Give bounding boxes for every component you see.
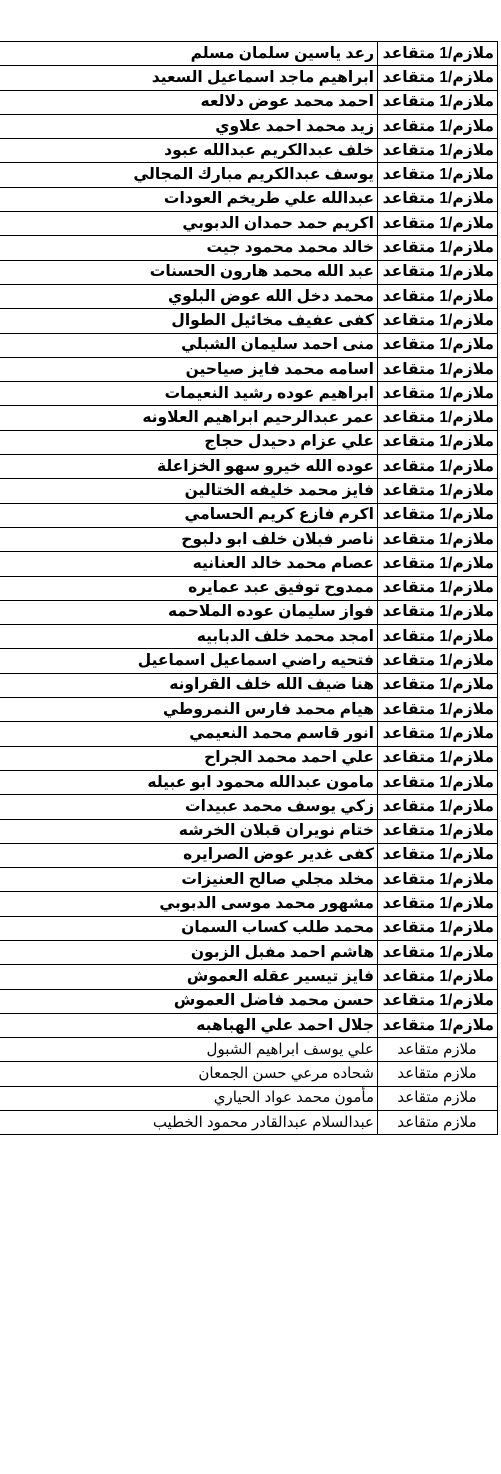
name-cell: ممدوح توفيق عبد عمايره xyxy=(0,576,378,600)
table-row xyxy=(0,236,498,260)
table-row xyxy=(0,965,498,989)
table-row xyxy=(0,527,498,551)
table-row xyxy=(0,1086,498,1110)
rank-cell: ملازم/1 متقاعد xyxy=(378,576,498,600)
rank-cell: ملازم/1 متقاعد xyxy=(378,163,498,187)
rank-cell: ملازم/1 متقاعد xyxy=(378,892,498,916)
table-row xyxy=(0,819,498,843)
table-row xyxy=(0,698,498,722)
rank-cell: ملازم/1 متقاعد xyxy=(378,236,498,260)
name-cell: علي احمد محمد الجراح xyxy=(0,746,378,770)
table-row xyxy=(0,746,498,770)
name-cell: هنا ضيف الله خلف القراونه xyxy=(0,673,378,697)
name-cell: يوسف عبدالكريم مبارك المجالي xyxy=(0,163,378,187)
rank-cell: ملازم/1 متقاعد xyxy=(378,868,498,892)
name-cell: فتحيه راضي اسماعيل اسماعيل xyxy=(0,649,378,673)
rank-cell: ملازم/1 متقاعد xyxy=(378,309,498,333)
table-row xyxy=(0,284,498,308)
table-row xyxy=(0,90,498,114)
table-row xyxy=(0,212,498,236)
table-row xyxy=(0,382,498,406)
roster-sheet xyxy=(0,41,498,1135)
name-cell: اسامه محمد فايز صياحين xyxy=(0,357,378,381)
name-cell: منى احمد سليمان الشبلي xyxy=(0,333,378,357)
name-cell: ابراهيم عوده رشيد النعيمات xyxy=(0,382,378,406)
rank-cell: ملازم/1 متقاعد xyxy=(378,746,498,770)
name-cell: هيام محمد فارس النمروطي xyxy=(0,698,378,722)
rank-cell: ملازم/1 متقاعد xyxy=(378,139,498,163)
rank-cell: ملازم/1 متقاعد xyxy=(378,770,498,794)
rank-cell: ملازم/1 متقاعد xyxy=(378,42,498,66)
table-row xyxy=(0,1111,498,1135)
name-cell: عبدالسلام عبدالقادر محمود الخطيب xyxy=(0,1111,378,1135)
rank-cell: ملازم/1 متقاعد xyxy=(378,843,498,867)
table-row xyxy=(0,1013,498,1037)
table-row xyxy=(0,260,498,284)
rank-cell: ملازم/1 متقاعد xyxy=(378,455,498,479)
name-cell: مخلد مجلي صالح العنيزات xyxy=(0,868,378,892)
rank-cell: ملازم/1 متقاعد xyxy=(378,819,498,843)
table-row xyxy=(0,940,498,964)
name-cell: محمد دخل الله عوض البلوي xyxy=(0,284,378,308)
table-row xyxy=(0,114,498,138)
name-cell: اكرم فازع كريم الحسامي xyxy=(0,503,378,527)
roster-table xyxy=(0,41,498,1135)
table-row xyxy=(0,673,498,697)
name-cell: مامون عبدالله محمود ابو عبيله xyxy=(0,770,378,794)
rank-cell: ملازم/1 متقاعد xyxy=(378,1013,498,1037)
table-row xyxy=(0,430,498,454)
rank-cell: ملازم/1 متقاعد xyxy=(378,333,498,357)
rank-cell: ملازم/1 متقاعد xyxy=(378,965,498,989)
rank-cell: ملازم/1 متقاعد xyxy=(378,114,498,138)
table-row xyxy=(0,770,498,794)
table-row xyxy=(0,479,498,503)
table-row xyxy=(0,187,498,211)
name-cell: خالد محمد محمود جيت xyxy=(0,236,378,260)
name-cell: زيد محمد احمد علاوي xyxy=(0,114,378,138)
table-row xyxy=(0,503,498,527)
rank-cell: ملازم/1 متقاعد xyxy=(378,479,498,503)
table-row xyxy=(0,722,498,746)
rank-cell: ملازم/1 متقاعد xyxy=(378,357,498,381)
rank-cell: ملازم متقاعد xyxy=(378,1086,498,1110)
name-cell: مشهور محمد موسى الدبوبي xyxy=(0,892,378,916)
name-cell: امجد محمد خلف الدبابيه xyxy=(0,625,378,649)
rank-cell: ملازم/1 متقاعد xyxy=(378,66,498,90)
rank-cell: ملازم/1 متقاعد xyxy=(378,212,498,236)
rank-cell: ملازم متقاعد xyxy=(378,1062,498,1086)
name-cell: خلف عبدالكريم عبدالله عبود xyxy=(0,139,378,163)
table-row xyxy=(0,1062,498,1086)
rank-cell: ملازم متقاعد xyxy=(378,1111,498,1135)
rank-cell: ملازم/1 متقاعد xyxy=(378,430,498,454)
table-row xyxy=(0,357,498,381)
rank-cell: ملازم/1 متقاعد xyxy=(378,90,498,114)
table-row xyxy=(0,552,498,576)
rank-cell: ملازم/1 متقاعد xyxy=(378,503,498,527)
table-row xyxy=(0,163,498,187)
name-cell: هاشم احمد مفبل الزبون xyxy=(0,940,378,964)
roster-body xyxy=(0,42,498,1135)
table-row xyxy=(0,892,498,916)
rank-cell: ملازم/1 متقاعد xyxy=(378,940,498,964)
name-cell: انور قاسم محمد النعيمي xyxy=(0,722,378,746)
name-cell: زكي يوسف محمد عبيدات xyxy=(0,795,378,819)
table-row xyxy=(0,333,498,357)
name-cell: عبد الله محمد هارون الحسنات xyxy=(0,260,378,284)
table-row xyxy=(0,649,498,673)
name-cell: علي عزام دحيدل حجاج xyxy=(0,430,378,454)
rank-cell: ملازم/1 متقاعد xyxy=(378,284,498,308)
name-cell: مأمون محمد عواد الحياري xyxy=(0,1086,378,1110)
rank-cell: ملازم/1 متقاعد xyxy=(378,916,498,940)
rank-cell: ملازم/1 متقاعد xyxy=(378,260,498,284)
rank-cell: ملازم/1 متقاعد xyxy=(378,989,498,1013)
table-row xyxy=(0,843,498,867)
name-cell: عبدالله علي طريخم العودات xyxy=(0,187,378,211)
rank-cell: ملازم/1 متقاعد xyxy=(378,649,498,673)
rank-cell: ملازم/1 متقاعد xyxy=(378,600,498,624)
rank-cell: ملازم/1 متقاعد xyxy=(378,527,498,551)
rank-cell: ملازم/1 متقاعد xyxy=(378,698,498,722)
name-cell: فايز تيسير عقله العموش xyxy=(0,965,378,989)
table-row xyxy=(0,1038,498,1062)
table-row xyxy=(0,406,498,430)
name-cell: احمد محمد عوض دلالعه xyxy=(0,90,378,114)
table-row xyxy=(0,66,498,90)
rank-cell: ملازم/1 متقاعد xyxy=(378,625,498,649)
rank-cell: ملازم/1 متقاعد xyxy=(378,795,498,819)
name-cell: عصام محمد خالد العنانيه xyxy=(0,552,378,576)
rank-cell: ملازم/1 متقاعد xyxy=(378,673,498,697)
table-row xyxy=(0,600,498,624)
name-cell: عمر عبدالرحيم ابراهيم العلاونه xyxy=(0,406,378,430)
table-row xyxy=(0,625,498,649)
table-row xyxy=(0,576,498,600)
table-row xyxy=(0,139,498,163)
name-cell: حسن محمد فاضل العموش xyxy=(0,989,378,1013)
name-cell: محمد طلب كساب السمان xyxy=(0,916,378,940)
name-cell: فواز سليمان عوده الملاحمه xyxy=(0,600,378,624)
name-cell: ختام نويران قبلان الخرشه xyxy=(0,819,378,843)
name-cell: علي يوسف ابراهيم الشبول xyxy=(0,1038,378,1062)
rank-cell: ملازم/1 متقاعد xyxy=(378,552,498,576)
rank-cell: ملازم/1 متقاعد xyxy=(378,406,498,430)
name-cell: ناصر فبلان خلف ابو دلبوح xyxy=(0,527,378,551)
table-row xyxy=(0,989,498,1013)
name-cell: كفى غدير عوض الصرايره xyxy=(0,843,378,867)
name-cell: رعد ياسين سلمان مسلم xyxy=(0,42,378,66)
table-row xyxy=(0,309,498,333)
name-cell: عوده الله خيرو سهو الخزاعلة xyxy=(0,455,378,479)
rank-cell: ملازم/1 متقاعد xyxy=(378,382,498,406)
rank-cell: ملازم/1 متقاعد xyxy=(378,187,498,211)
rank-cell: ملازم/1 متقاعد xyxy=(378,722,498,746)
table-row xyxy=(0,916,498,940)
name-cell: كفى عفيف مخائيل الطوال xyxy=(0,309,378,333)
name-cell: فايز محمد خليفه الختالين xyxy=(0,479,378,503)
name-cell: جلال احمد علي الهباهبه xyxy=(0,1013,378,1037)
table-row xyxy=(0,455,498,479)
rank-cell: ملازم متقاعد xyxy=(378,1038,498,1062)
table-row xyxy=(0,868,498,892)
table-row xyxy=(0,795,498,819)
table-row xyxy=(0,42,498,66)
name-cell: ابراهيم ماجد اسماعيل السعيد xyxy=(0,66,378,90)
name-cell: شحاده مرعي حسن الجمعان xyxy=(0,1062,378,1086)
name-cell: اكريم حمد حمدان الدبوبي xyxy=(0,212,378,236)
